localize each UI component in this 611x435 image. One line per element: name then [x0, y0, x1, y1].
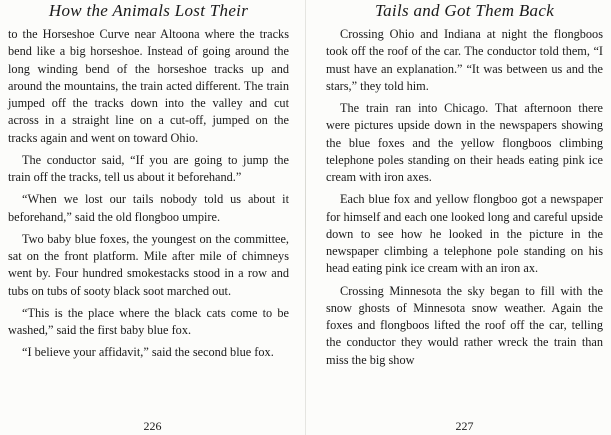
- left-page-body: [8, 26, 289, 362]
- paragraph: to the Horseshoe Curve near Altoona where the tracks bend like a big horseshoe. Instead of going around the long winding bend of the horseshoe tracks up and around the mountains, the train acted different. The train jumped off the tracks down into the valley and cut across in a straight line on a cut-off, jumped on the tracks again and went on toward Ohio.: [8, 27, 289, 145]
- left-page-number: 226: [143, 419, 162, 433]
- paragraph: Two baby blue foxes, the youngest on the committee, sat on the front platform. Mile after mile of chimneys went by. Four hundred smokestacks stood in a row and tubs on tubs of sooty black soot marched out.: [8, 231, 289, 298]
- paragraph: “I believe your affidavit,” said the second blue fox.: [22, 345, 274, 360]
- paragraph: The train ran into Chicago. That afternoon there were pictures upside down in the newspapers showing the blue foxes and the yellow flongboos climbing telephone poles standing on their heads eating pink ice cream with iron axes.: [326, 101, 603, 184]
- paragraph: Crossing Ohio and Indiana at night the flongboos took off the roof of the car. The conductor told them, “I must have an explanation.” “It was between us and the stars,” they told him.: [326, 27, 603, 93]
- paragraph: Crossing Minnesota the sky began to fill with the snow ghosts of Minnesota snow weather. Again the foxes and flongboos lifted the roof off the car, telling the conductor they would rather wreck the train than miss the big show: [326, 283, 603, 367]
- paragraph: “When we lost our tails nobody told us about it beforehand,” said the old flongboo umpire.: [8, 192, 289, 224]
- paragraph: The conductor said, “If you are going to jump the train off the tracks, tell us about it beforehand.”: [8, 152, 289, 184]
- right-page-body: [326, 26, 603, 369]
- right-page: [306, 0, 611, 435]
- right-page-number: 227: [455, 419, 474, 433]
- right-running-head: Tails and Got Them Back: [374, 1, 555, 20]
- paragraph: “This is the place where the black cats come to be washed,” said the first baby blue fox.: [8, 305, 289, 337]
- left-running-head: How the Animals Lost Their: [48, 1, 249, 20]
- left-page: [0, 0, 305, 435]
- paragraph: Each blue fox and yellow flongboo got a newspaper for himself and each one looked long and careful upside down to see how he looked in the picture in the newspaper climbing a telephone pole standing on his head eating pink ice cream with an iron ax.: [326, 192, 603, 276]
